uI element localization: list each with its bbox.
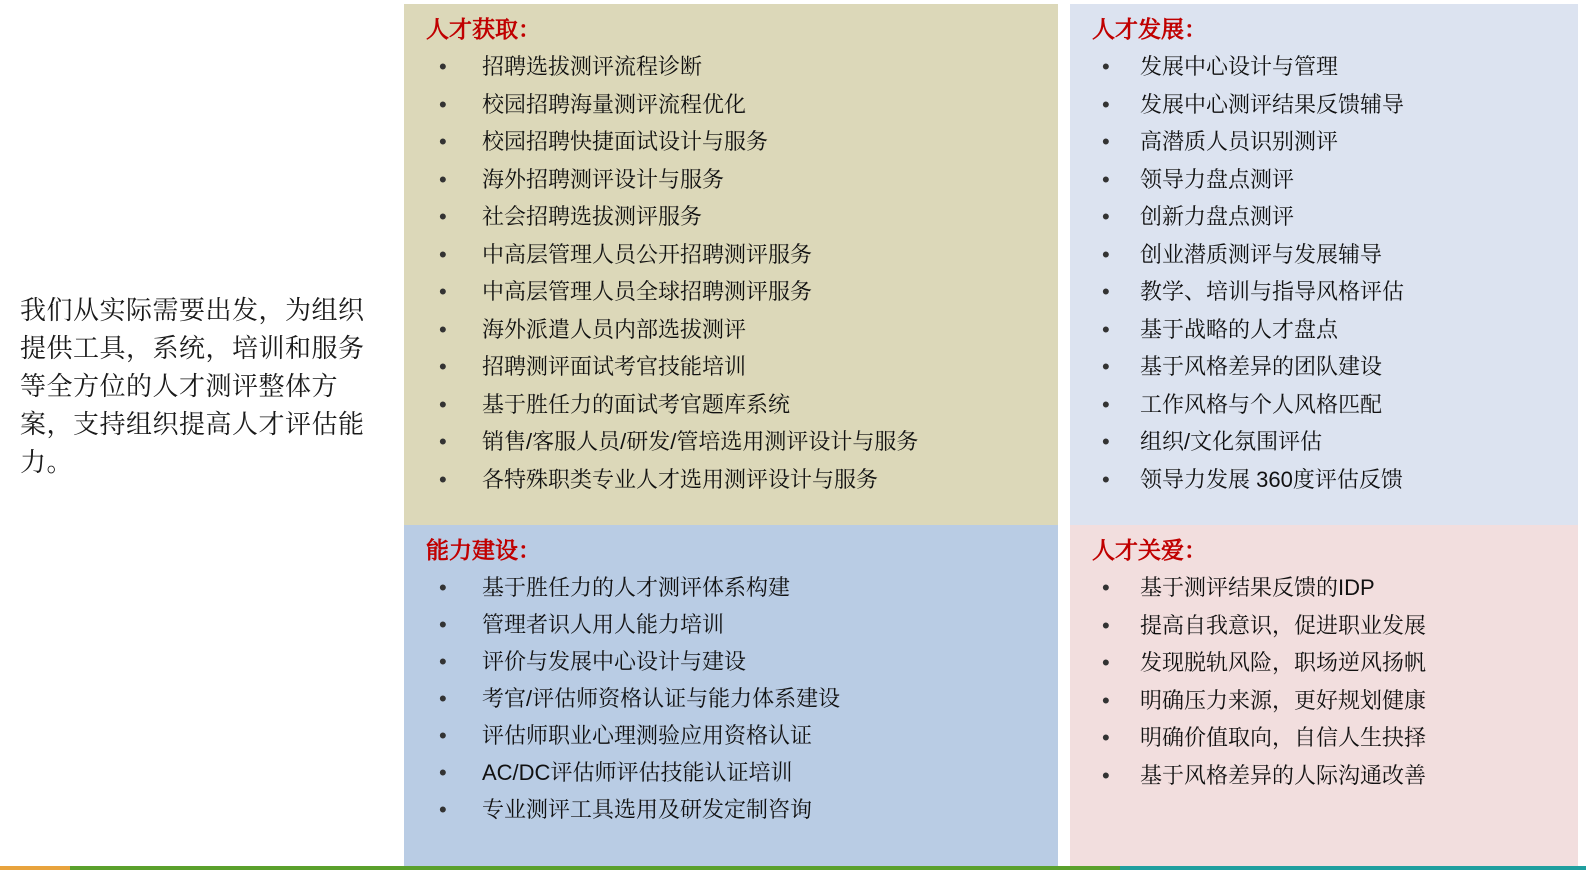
list-item-label: 评价与发展中心设计与建设 <box>482 649 747 674</box>
bullet-icon: • <box>1102 687 1110 713</box>
bullet-icon: • <box>1102 91 1110 117</box>
list-item-label: 工作风格与个人风格匹配 <box>1140 391 1383 417</box>
list-item <box>414 569 1048 606</box>
bullet-icon: • <box>1102 612 1110 638</box>
list-item <box>1080 161 1568 199</box>
list-item-label: 基于战略的人才盘点 <box>1140 316 1339 342</box>
panel-title-capability-building: 能力建设： <box>426 537 541 563</box>
list-item <box>1080 86 1568 124</box>
list-item-label: 创新力盘点测评 <box>1140 204 1295 229</box>
bar-segment-green <box>70 866 1120 870</box>
bullet-icon: • <box>439 686 447 711</box>
list-item <box>414 680 1048 717</box>
bullet-icon: • <box>439 723 447 748</box>
bullet-icon: • <box>439 429 447 454</box>
list-talent-care <box>1080 569 1568 794</box>
list-item-label: 中高层管理人员全球招聘测评服务 <box>482 279 813 304</box>
list-item-label: 社会招聘选拔测评服务 <box>482 204 703 229</box>
bullet-icon: • <box>439 204 447 229</box>
list-item <box>414 123 1048 161</box>
bullet-icon: • <box>439 54 447 79</box>
list-item <box>414 461 1048 499</box>
bullet-icon: • <box>1102 650 1110 675</box>
list-item-label: 基于风格差异的团队建设 <box>1140 354 1383 379</box>
list-item-label: 评估师职业心理测验应用资格认证 <box>482 723 813 748</box>
list-item <box>1080 48 1568 86</box>
bullet-icon: • <box>1102 762 1110 788</box>
bullet-icon: • <box>1102 575 1110 600</box>
list-item <box>414 717 1048 754</box>
list-item-label: 明确压力来源，更好规划健康 <box>1140 687 1427 713</box>
list-item-label: 各特殊职类专业人才选用测评设计与服务 <box>482 466 879 492</box>
list-item-label: 领导力发展 360度评估反馈 <box>1140 466 1403 492</box>
list-item-label: 创业潜质测评与发展辅导 <box>1140 241 1383 267</box>
list-item <box>414 423 1048 461</box>
list-item-label: 校园招聘海量测评流程优化 <box>482 91 747 117</box>
list-item <box>414 161 1048 199</box>
bullet-icon: • <box>439 129 447 154</box>
list-item <box>1080 607 1568 645</box>
list-item-label: 基于风格差异的人际沟通改善 <box>1140 762 1427 788</box>
list-item-label: 专业测评工具选用及研发定制咨询 <box>482 797 813 822</box>
list-item-label: 组织/文化氛围评估 <box>1140 429 1323 454</box>
bullet-icon: • <box>1102 429 1110 454</box>
panel-talent-acquisition <box>404 4 1058 525</box>
list-item-label: 考官/评估师资格认证与能力体系建设 <box>482 686 841 711</box>
bullet-icon: • <box>1102 241 1110 267</box>
bullet-icon: • <box>439 354 447 379</box>
list-item-label: 明确价值取向，自信人生抉择 <box>1140 725 1427 750</box>
list-item-label: AC/DC评估师评估技能认证培训 <box>482 760 793 785</box>
list-item <box>1080 423 1568 461</box>
list-item-label: 发展中心设计与管理 <box>1140 54 1339 79</box>
list-item-label: 提高自我意识，促进职业发展 <box>1140 612 1427 638</box>
list-item <box>1080 273 1568 311</box>
bullet-icon: • <box>1102 129 1110 154</box>
bullet-icon: • <box>439 760 447 785</box>
bullet-icon: • <box>439 391 447 417</box>
list-item-label: 发现脱轨风险，职场逆风扬帆 <box>1140 650 1427 675</box>
bullet-icon: • <box>1102 204 1110 229</box>
bullet-icon: • <box>439 466 447 492</box>
list-item-label: 校园招聘快捷面试设计与服务 <box>482 129 769 154</box>
list-item <box>414 754 1048 791</box>
bullet-icon: • <box>1102 54 1110 79</box>
list-item <box>414 236 1048 274</box>
list-item-label: 海外派遣人员内部选拔测评 <box>482 316 747 342</box>
list-talent-development <box>1080 48 1568 498</box>
list-item <box>1080 198 1568 236</box>
list-item <box>414 386 1048 424</box>
list-capability-building <box>414 569 1048 828</box>
list-item <box>414 348 1048 386</box>
list-item <box>414 606 1048 643</box>
bar-segment-teal <box>1120 866 1586 870</box>
panel-title-talent-acquisition: 人才获取： <box>426 16 541 42</box>
list-item <box>414 48 1048 86</box>
list-item <box>414 791 1048 828</box>
bar-segment-orange <box>0 866 70 870</box>
bullet-icon: • <box>439 612 447 637</box>
list-item <box>1080 386 1568 424</box>
list-item-label: 海外招聘测评设计与服务 <box>482 166 725 192</box>
list-item <box>414 311 1048 349</box>
bullet-icon: • <box>439 316 447 342</box>
bullet-icon: • <box>439 166 447 192</box>
list-item-label: 招聘选拔测评流程诊断 <box>482 54 703 79</box>
list-item <box>1080 644 1568 682</box>
list-item <box>1080 757 1568 795</box>
list-item-label: 教学、培训与指导风格评估 <box>1140 279 1405 304</box>
intro-paragraph: 我们从实际需要出发，为组织提供工具，系统，培训和服务等全方位的人才测评整体方案，支持组织提高人才评估能力。 <box>20 295 365 477</box>
panel-capability-building <box>404 525 1058 866</box>
list-item <box>1080 569 1568 607</box>
list-item-label: 基于测评结果反馈的IDP <box>1140 575 1375 600</box>
list-talent-acquisition <box>414 48 1048 498</box>
bottom-decorative-bar <box>0 860 1586 870</box>
panel-talent-care <box>1070 525 1578 866</box>
list-item-label: 招聘测评面试考官技能培训 <box>482 354 747 379</box>
bullet-icon: • <box>439 241 447 267</box>
bullet-icon: • <box>1102 279 1110 304</box>
list-item-label: 销售/客服人员/研发/管培选用测评设计与服务 <box>482 429 919 454</box>
list-item <box>414 273 1048 311</box>
list-item-label: 中高层管理人员公开招聘测评服务 <box>482 241 813 267</box>
list-item-label: 管理者识人用人能力培训 <box>482 612 725 637</box>
bullet-icon: • <box>1102 391 1110 417</box>
list-item-label: 高潜质人员识别测评 <box>1140 129 1339 154</box>
bullet-icon: • <box>1102 316 1110 342</box>
list-item-label: 基于胜任力的面试考官题库系统 <box>482 391 791 417</box>
bullet-icon: • <box>439 91 447 117</box>
list-item-label: 领导力盘点测评 <box>1140 166 1295 192</box>
list-item <box>1080 236 1568 274</box>
list-item <box>1080 719 1568 757</box>
bullet-icon: • <box>439 575 447 600</box>
list-item <box>1080 311 1568 349</box>
list-item <box>1080 461 1568 499</box>
list-item <box>414 643 1048 680</box>
panel-title-talent-care: 人才关爱： <box>1092 537 1207 563</box>
bullet-icon: • <box>1102 354 1110 379</box>
list-item <box>1080 682 1568 720</box>
bullet-icon: • <box>1102 466 1110 492</box>
list-item <box>414 198 1048 236</box>
bullet-icon: • <box>1102 725 1110 750</box>
bullet-icon: • <box>1102 166 1110 192</box>
bullet-icon: • <box>439 649 447 674</box>
panel-talent-development <box>1070 4 1578 525</box>
list-item <box>1080 123 1568 161</box>
bullet-icon: • <box>439 797 447 822</box>
list-item <box>414 86 1048 124</box>
list-item <box>1080 348 1568 386</box>
list-item-label: 基于胜任力的人才测评体系构建 <box>482 575 791 600</box>
bullet-icon: • <box>439 279 447 304</box>
panel-title-talent-development: 人才发展： <box>1092 16 1207 42</box>
list-item-label: 发展中心测评结果反馈辅导 <box>1140 91 1405 117</box>
